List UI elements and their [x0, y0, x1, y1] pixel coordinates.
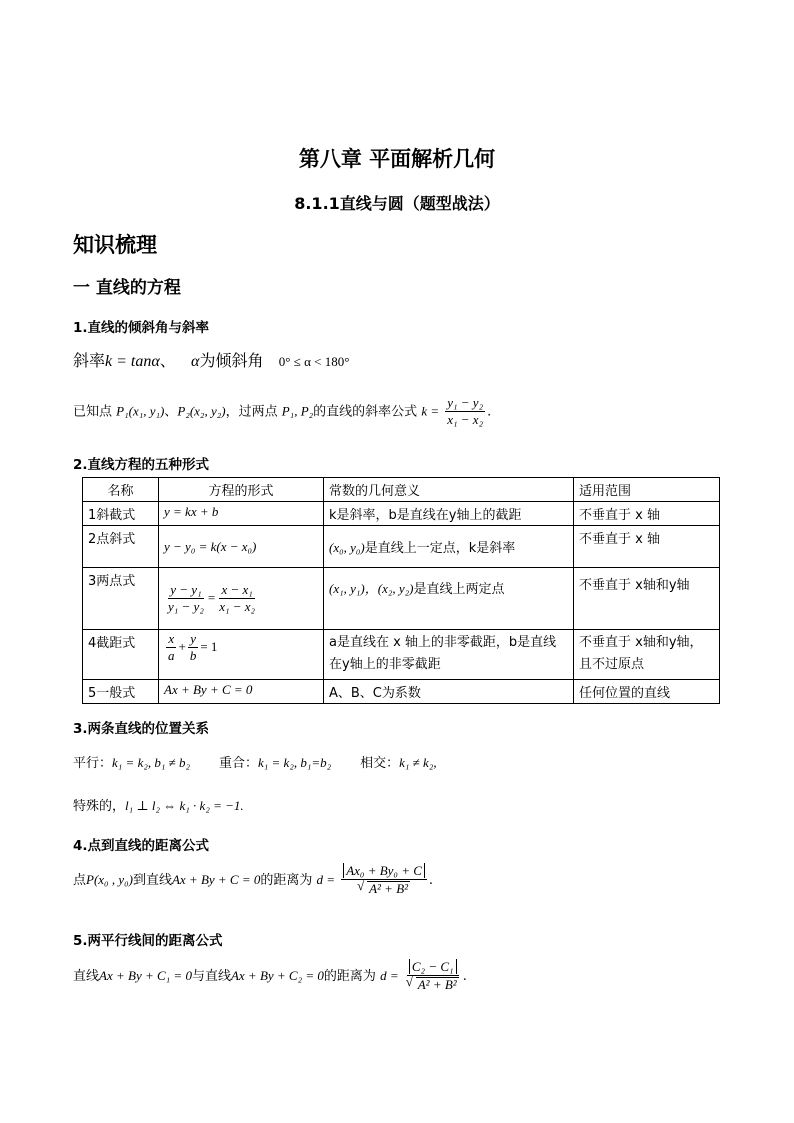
intercept-y-fraction [188, 632, 199, 664]
fraction-numerator: y − y₁ [168, 583, 203, 599]
parallel-distance-denominator: √ A² + B² [416, 977, 459, 992]
row-meaning [324, 568, 574, 630]
point-line-distance-line: 点P(x₀ , y₀)到直线Ax + By + C = 0的距离为 d = Ax₀ + By₀ + C √ A² + B² . [73, 864, 433, 897]
fraction-numerator: y [188, 632, 198, 648]
line2-equation: Ax + By + C₂ = 0 [230, 967, 324, 983]
angle-range: 0° ≤ α < 180° [278, 354, 350, 369]
text-through-points: ，过两点 [225, 404, 278, 420]
special-label: 特殊的， [73, 799, 126, 814]
header-scope: 适用范围 [574, 478, 720, 502]
distance-numerator: Ax₀ + By₀ + C [343, 863, 425, 878]
fraction-denominator: x₁ − x₂ [219, 599, 256, 614]
parallel-distance-line: 直线Ax + By + C₁ = 0与直线Ax + By + C₂ = 0的距离为 d = C₂ − C₁ √ A² + B² . [73, 960, 467, 993]
text-line: 直线 [73, 968, 100, 984]
row-meaning: a是直线在 x 轴上的非零截距，b是直线在y轴上的非零截距 [324, 630, 574, 680]
table-row [83, 526, 720, 568]
point-p2: P₂(x₂, y₂) [177, 403, 226, 419]
meaning-text: 是直线上一定点，k是斜率 [364, 541, 516, 556]
text-known-point: 已知点 [73, 404, 113, 420]
slope-definition-line [73, 348, 349, 371]
text-and-line: 与直线 [191, 968, 231, 984]
heading-slope: 1.直线的倾斜角与斜率 [73, 320, 210, 336]
row-equation: y = kx + b [159, 502, 324, 526]
intersect-label: 相交： [360, 756, 400, 771]
alpha-symbol: α [191, 353, 200, 370]
distance-denominator: √ A² + B² [367, 881, 410, 896]
table-header-row [83, 478, 720, 502]
section-heading: 知识梳理 [73, 233, 157, 257]
row-scope: 任何位置的直线 [574, 680, 720, 704]
two-point-left-fraction [166, 583, 206, 615]
row-name: 1斜截式 [83, 502, 159, 526]
slope-numerator: y₁ − y₂ [445, 396, 485, 412]
header-form: 方程的形式 [159, 478, 324, 502]
row-equation: $\frac{\text{y − y₁}}{\text{y₁ − y₂}}$ = $\frac{\text{x − x₁}}{\text{x₁ − x₂}}$ [159, 568, 324, 630]
line-equation: Ax + By + C = 0 [171, 871, 261, 887]
row-scope: 不垂直于 x轴和y轴，且不过原点 [574, 630, 720, 680]
table-row [83, 680, 720, 704]
row-meaning: A、B、C为系数 [324, 680, 574, 704]
meaning-point: (x₀, y₀) [329, 540, 365, 555]
row-meaning: k是斜率，b是直线在y轴上的截距 [324, 502, 574, 526]
alpha-description: 为倾斜角 [199, 351, 264, 370]
fraction-numerator: x − x₁ [219, 583, 254, 599]
fraction-numerator: x [166, 632, 176, 648]
text-to-line: 到直线 [132, 872, 172, 888]
d-equals: d = [316, 871, 336, 887]
coincide-label: 重合： [218, 756, 258, 771]
row-scope: 不垂直于 x 轴 [574, 526, 720, 568]
parallel-distance-numerator: C₂ − C₁ [409, 959, 457, 974]
heading-parallel-distance: 5.两平行线间的距离公式 [73, 933, 223, 949]
row-name: 3两点式 [83, 568, 159, 630]
line1-equation: Ax + By + C₁ = 0 [99, 967, 192, 983]
coincide-condition: k₁ = k₂, b₁=b₂ [258, 755, 332, 770]
row-equation: Ax + By + C = 0 [159, 680, 324, 704]
text-distance-is: 的距离为 [260, 872, 313, 888]
table-row [83, 568, 720, 630]
row-equation: y − y₀ = k(x − x₀) [159, 526, 324, 568]
two-point-right-fraction [217, 583, 257, 615]
points-p1-p2: P₁, P₂ [281, 403, 314, 419]
slope-label: 斜率 [73, 351, 106, 370]
intercept-x-fraction [166, 632, 177, 664]
meaning-points: (x₁, y₁)，(x₂, y₂) [329, 581, 414, 596]
parallel-condition: k₁ = k₂, b₁ ≠ b₂ [112, 755, 191, 770]
table-row [83, 630, 720, 680]
row-name: 5一般式 [83, 680, 159, 704]
d-equals: d = [380, 967, 399, 983]
perpendicular-line [73, 795, 244, 814]
row-name: 2点斜式 [83, 526, 159, 568]
heading-five-forms: 2.直线方程的五种形式 [73, 457, 210, 473]
fraction-denominator: y₁ − y₂ [168, 599, 204, 614]
line-equation-forms-table [82, 477, 720, 704]
text-slope-formula-label: 的直线的斜率公式 [313, 404, 418, 420]
table-row [83, 502, 720, 526]
slope-denominator: x₁ − x₂ [447, 412, 484, 428]
fraction-denominator: a [168, 648, 175, 664]
separator: 、 [159, 351, 176, 370]
text-point: 点 [73, 872, 87, 888]
distance-fraction [341, 864, 427, 897]
document-subtitle: 8.1.1直线与圆（题型战法） [294, 194, 500, 213]
parallel-distance-fraction [405, 960, 461, 993]
row-meaning [324, 526, 574, 568]
row-equation: $\frac{x}{a}$ + $\frac{y}{b}$ = 1 [159, 630, 324, 680]
heading-point-line-distance: 4.点到直线的距离公式 [73, 838, 210, 854]
row-scope: 不垂直于 x 轴 [574, 502, 720, 526]
text-distance-is: 的距离为 [323, 968, 376, 984]
slope-two-points-line: 已知点 P₁(x₁, y₁)、P₂(x₂, y₂)，过两点 P₁, P₂的直线的斜率公式 k = $\frac{\text{y₁ − y₂}}{\text{x₁ − x₂}}$ . [73, 395, 492, 428]
meaning-text: 是直线上两定点 [413, 582, 505, 597]
header-name: 名称 [83, 478, 159, 502]
perpendicular-condition: l₁ ⊥ l₂ ⇔ k₁ · k₂ = −1. [125, 798, 244, 813]
point-p: P(x₀ , y₀) [86, 871, 133, 887]
subsection-heading: 一 直线的方程 [73, 278, 181, 298]
document-title: 第八章 平面解析几何 [298, 147, 496, 171]
slope-fraction [445, 396, 485, 428]
intersect-condition: k₁ ≠ k₂, [399, 755, 437, 770]
heading-position-relation: 3.两条直线的位置关系 [73, 721, 210, 737]
k-equals: k = [421, 403, 440, 419]
point-p1: P₁(x₁, y₁) [116, 403, 165, 419]
parallel-label: 平行： [73, 756, 113, 771]
row-name: 4截距式 [83, 630, 159, 680]
equation-tail: = 1 [200, 638, 218, 654]
relation-line [73, 752, 437, 771]
header-meaning: 常数的几何意义 [324, 478, 574, 502]
fraction-denominator: b [189, 648, 197, 664]
row-scope: 不垂直于 x轴和y轴 [574, 568, 720, 630]
slope-formula: k = tanα [105, 353, 160, 370]
